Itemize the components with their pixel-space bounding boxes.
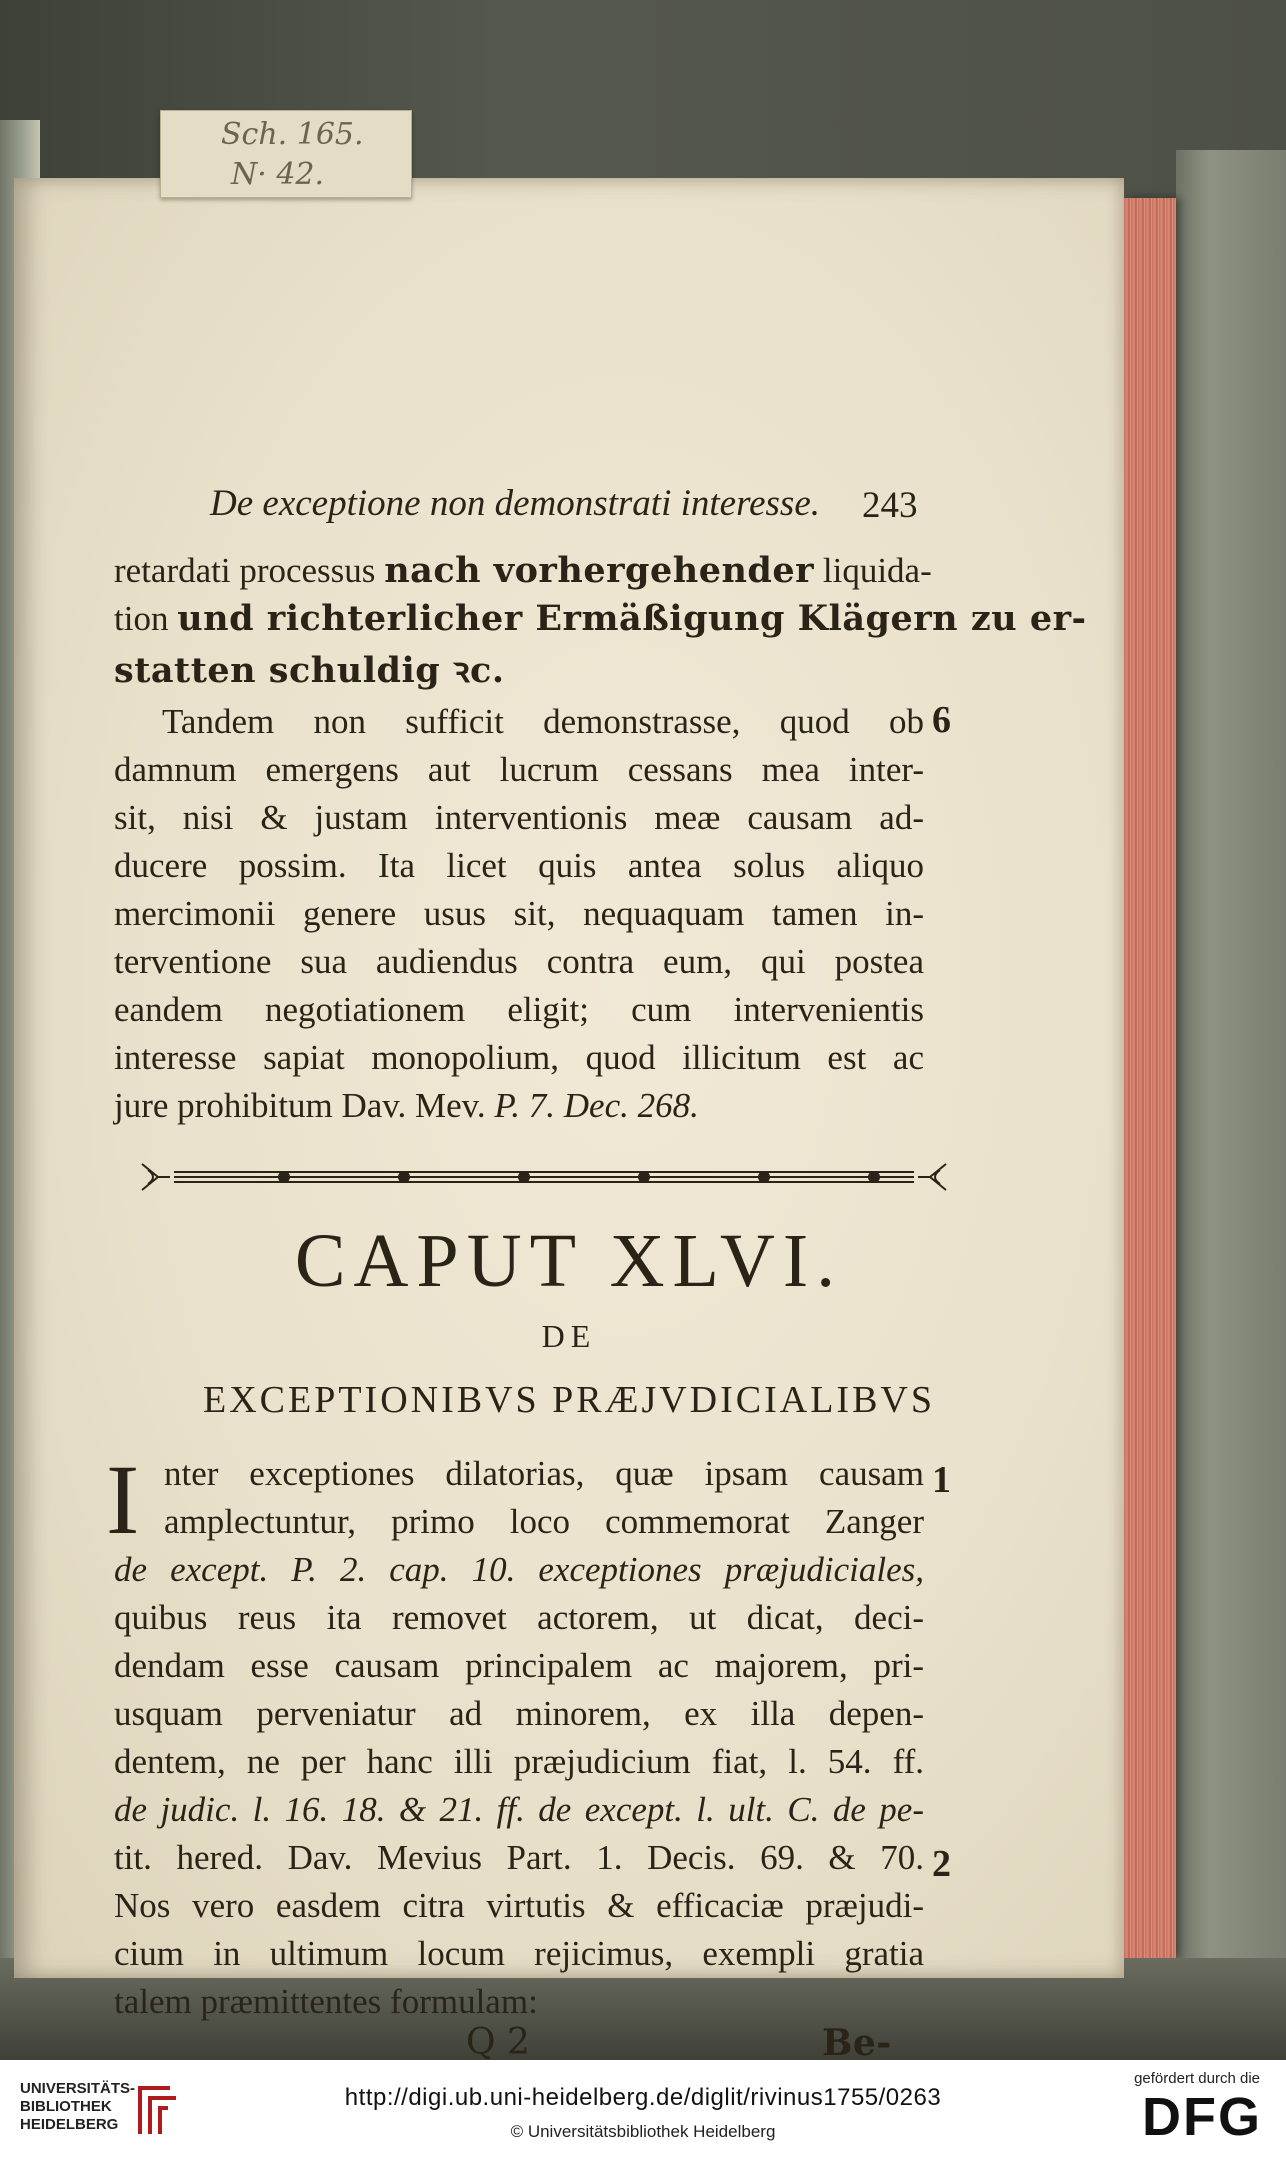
text-line: terventione sua audiendus contra eum, qui postea xyxy=(114,942,924,981)
page-number: 243 xyxy=(862,485,918,526)
cover-right-edge xyxy=(1176,150,1286,2000)
text-line: talem præmittentes formulam: xyxy=(114,1982,538,2021)
text-line: tion und richterlicher Ermäßigung Klägern zu er- xyxy=(114,598,1087,639)
footer-bar xyxy=(0,2060,1286,2158)
text-line: statten schuldig ꝛc. xyxy=(114,650,505,691)
text-line: jure prohibitum Dav. Mev. P. 7. Dec. 268. xyxy=(114,1086,699,1125)
text-line: eandem negotiationem eligit; cum intervenientis xyxy=(114,990,924,1029)
text-line: tit. hered. Dav. Mevius Part. 1. Decis. 69. & 70. xyxy=(114,1838,924,1877)
text-line: mercimonii genere usus sit, nequaquam tamen in- xyxy=(114,894,924,933)
text-line: Tandem non sufficit demonstrasse, quod ob xyxy=(162,702,924,741)
text-line: Nos vero easdem citra virtutis & efficaciæ præjudi- xyxy=(114,1886,924,1925)
book-page xyxy=(14,178,1124,2060)
margin-number: 2 xyxy=(932,1843,951,1885)
text-line: cium in ultimum locum rejicimus, exempli gratia xyxy=(114,1934,924,1973)
text-line: nter exceptiones dilatorias, quæ ipsam causam xyxy=(164,1454,924,1493)
text-line: sit, nisi & justam interventionis meæ causam ad- xyxy=(114,798,924,837)
copyright-notice: © Universitätsbibliothek Heidelberg xyxy=(510,2122,776,2141)
dfg-logo: DFG xyxy=(1142,2087,1262,2147)
page-fore-edge xyxy=(1124,198,1176,1958)
text-line: usquam perveniatur ad minorem, ex illa depen- xyxy=(114,1694,924,1733)
text-line: damnum emergens aut lucrum cessans mea inter- xyxy=(114,750,924,789)
citation-link[interactable]: http://digi.ub.uni-heidelberg.de/diglit/rivinus1755/0263 xyxy=(344,2084,942,2111)
text-line: retardati processus nach vorhergehender liquida- xyxy=(114,550,932,591)
shelfmark-line-1: Sch. 165. xyxy=(221,117,364,152)
chapter-de: DE xyxy=(541,1318,597,1354)
text-line: de except. P. 2. cap. 10. exceptiones præjudiciales, xyxy=(114,1550,924,1589)
chapter-subtitle: EXCEPTIONIBVS PRÆJVDICIALIBVS xyxy=(203,1379,935,1421)
library-name: UNIVERSITÄTS- BIBLIOTHEK HEIDELBERG xyxy=(20,2080,136,2133)
ornamental-rule xyxy=(134,1160,954,1194)
shelfmark-line-2: N· 42. xyxy=(231,157,325,192)
chapter-title: CAPUT XLVI. xyxy=(294,1219,844,1303)
text-line: amplectuntur, primo loco commemorat Zanger xyxy=(164,1502,924,1541)
margin-number: 1 xyxy=(932,1459,951,1501)
signature-mark: Q 2 xyxy=(466,2022,530,2060)
shelfmark-label xyxy=(160,110,412,198)
funding-label: gefördert durch die xyxy=(1134,2070,1260,2087)
text-line: de judic. l. 16. 18. & 21. ff. de except. l. ult. C. de pe- xyxy=(114,1790,924,1829)
text-line: dendam esse causam principalem ac majorem, pri- xyxy=(114,1646,924,1685)
catchword: Be- xyxy=(822,2022,892,2060)
drop-cap: I xyxy=(106,1444,140,1555)
text-line: ducere possim. Ita licet quis antea solus aliquo xyxy=(114,846,924,885)
text-line: quibus reus ita removet actorem, ut dicat, deci- xyxy=(114,1598,924,1637)
running-header: De exceptione non demonstrati interesse. xyxy=(210,483,820,524)
text-line: dentem, ne per hanc illi præjudicium fiat, l. 54. ff. xyxy=(114,1742,924,1781)
margin-number: 6 xyxy=(932,699,951,741)
text-line: interesse sapiat monopolium, quod illicitum est ac xyxy=(114,1038,924,1077)
